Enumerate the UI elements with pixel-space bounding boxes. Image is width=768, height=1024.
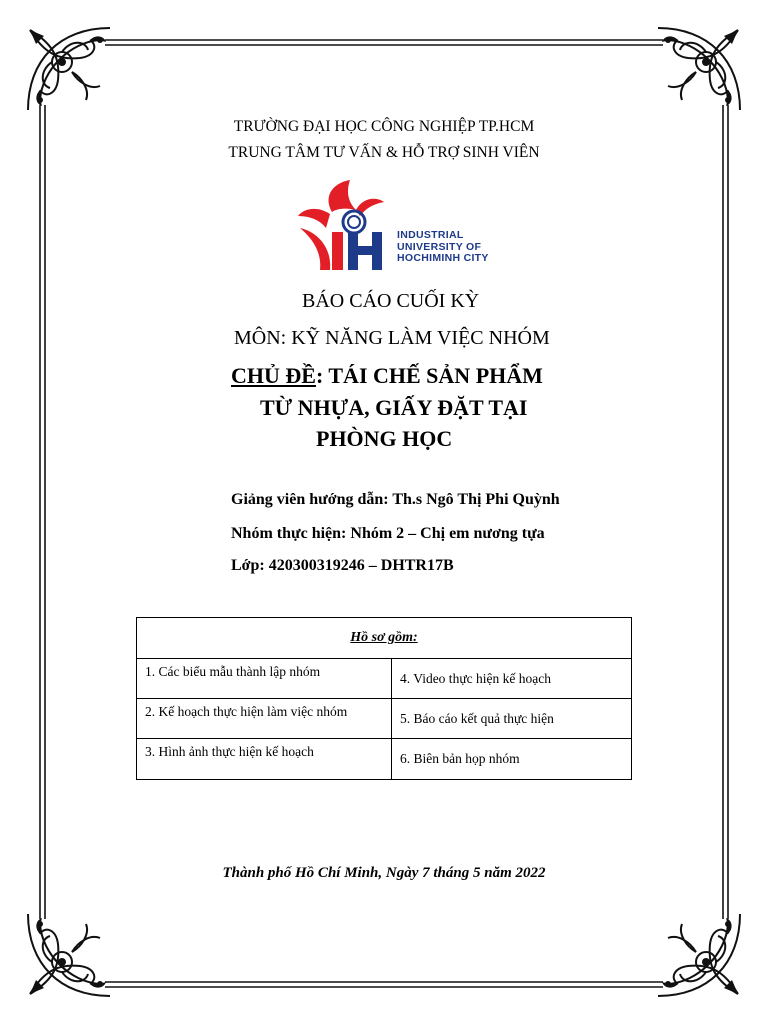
topic-label: CHỦ ĐỀ — [231, 363, 316, 388]
table-row — [137, 699, 632, 739]
logo-wordmark — [397, 230, 489, 265]
class-info: Lớp: 420300319246 – DHTR17B — [231, 557, 454, 574]
logo-line-1: INDUSTRIAL — [397, 229, 464, 241]
corner-ornament — [28, 28, 110, 110]
logo-line-2: UNIVERSITY OF — [397, 240, 482, 253]
table-cell: 4. Video thực hiện kế hoạch — [392, 659, 632, 699]
place-date: Thành phố Hồ Chí Minh, Ngày 7 tháng 5 năm 2022 — [222, 865, 546, 881]
topic-line-3: PHÒNG HỌC — [316, 426, 453, 451]
table-row — [137, 739, 632, 780]
iuh-logo-mark-icon — [292, 178, 402, 274]
topic-text-1: : TÁI CHẾ SẢN PHẨM — [315, 363, 543, 388]
files-table — [136, 617, 632, 780]
university-name: TRƯỜNG ĐẠI HỌC CÔNG NGHIỆP TP.HCM — [233, 118, 535, 135]
table-cell: 2. Kế hoạch thực hiện làm việc nhóm — [137, 699, 392, 739]
table-cell: 1. Các biểu mẫu thành lập nhóm — [137, 659, 392, 699]
topic-line-2: TỪ NHỰA, GIẤY ĐẶT TẠI — [260, 395, 528, 420]
logo-line-3: HOCHIMINH CITY — [397, 252, 489, 264]
table-cell: 3. Hình ảnh thực hiện kế hoạch — [137, 739, 392, 780]
table-row — [137, 618, 632, 659]
table-row — [137, 659, 632, 699]
table-cell: 5. Báo cáo kết quả thực hiện — [392, 699, 632, 739]
group-info: Nhóm thực hiện: Nhóm 2 – Chị em nương tựa — [231, 525, 545, 542]
center-name: TRUNG TÂM TƯ VẤN & HỖ TRỢ SINH VIÊN — [228, 144, 540, 161]
files-table-header: Hồ sơ gồm: — [137, 618, 632, 659]
subject-title: MÔN: KỸ NĂNG LÀM VIỆC NHÓM — [234, 327, 550, 349]
iuh-logo — [292, 178, 522, 274]
table-cell: 6. Biên bản họp nhóm — [392, 739, 632, 780]
report-title: BÁO CÁO CUỐI KỲ — [302, 290, 480, 312]
lecturer-info: Giảng viên hướng dẫn: Th.s Ngô Thị Phi Quỳnh — [231, 491, 560, 508]
topic-line-1 — [231, 363, 543, 389]
